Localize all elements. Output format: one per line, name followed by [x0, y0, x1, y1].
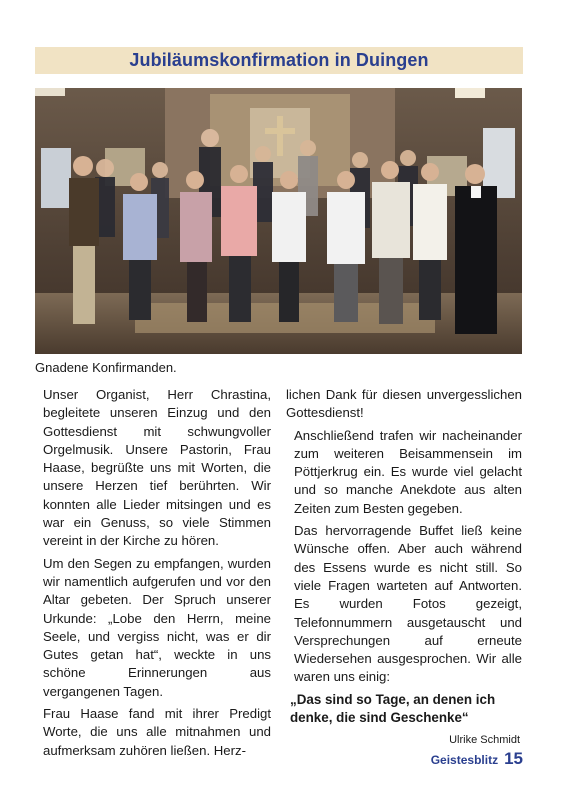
paragraph: Um den Segen zu empfangen, wurden wir namentlich aufgerufen und vor den Altar gebeten. Der Spruch unserer Urkunde: „Lobe den Herrn, meine Seele, und vergiss nicht, was er dir Gutes getan hat“, weckte in uns schöne Erinnerungen aus vergangenen Tagen. [43, 555, 271, 699]
photo-caption: Gnadene Konfirmanden. [35, 360, 177, 375]
page-footer [431, 749, 523, 769]
closing-quote: „Das sind so Tage, an denen ich denke, die sind Geschenke“ [290, 691, 496, 725]
group-photo-icon [35, 88, 522, 354]
paragraph: Unser Organist, Herr Chrastina, begleitete unseren Einzug und den Gottesdienst mit schwungvoller Orgelmusik. Unsere Pastorin, Frau Haase, begrüßte uns mit Worten, die unsere Herzen tief berührten. Wir konnten alle Lieder mitsingen und es war ein Genuss, so viele Stimmen vereint in der Kirche zu hören. [43, 387, 271, 549]
article-right-column [286, 386, 522, 749]
page-title: Jubiläumskonfirmation in Duingen [129, 50, 429, 70]
magazine-name: Geistesblitz [430, 753, 499, 767]
paragraph: lichen Dank für diesen unvergesslichen Gottesdienst! [286, 387, 522, 421]
paragraph: Das hervorragende Buffet ließ keine Wünsche offen. Aber auch während des Essens wurde es nicht still. So viele Fragen warteten auf Antworten. Es wurden Fotos gezeigt, Telefonnummern ausgetauscht und Versprechungen auf erneute Wiedersehen ausgesprochen. Wir alle waren uns einig: [294, 523, 522, 685]
paragraph: Anschließend trafen wir nacheinander zum weiteren Beisammensein im Pöttjerkrug ein. Es wurde viel gelacht und so manche Anekdote aus alten Zeiten zum Besten gegeben. [294, 427, 522, 516]
article-left-column [35, 386, 271, 764]
title-banner [35, 47, 523, 74]
author-signature: Ulrike Schmidt [449, 733, 520, 746]
group-photo [35, 88, 522, 354]
paragraph: Frau Haase fand mit ihrer Predigt Worte, die uns alle mitnahmen und aufmerksam zuhören ließen. Herz- [43, 706, 271, 758]
page-number: 15 [504, 749, 523, 768]
